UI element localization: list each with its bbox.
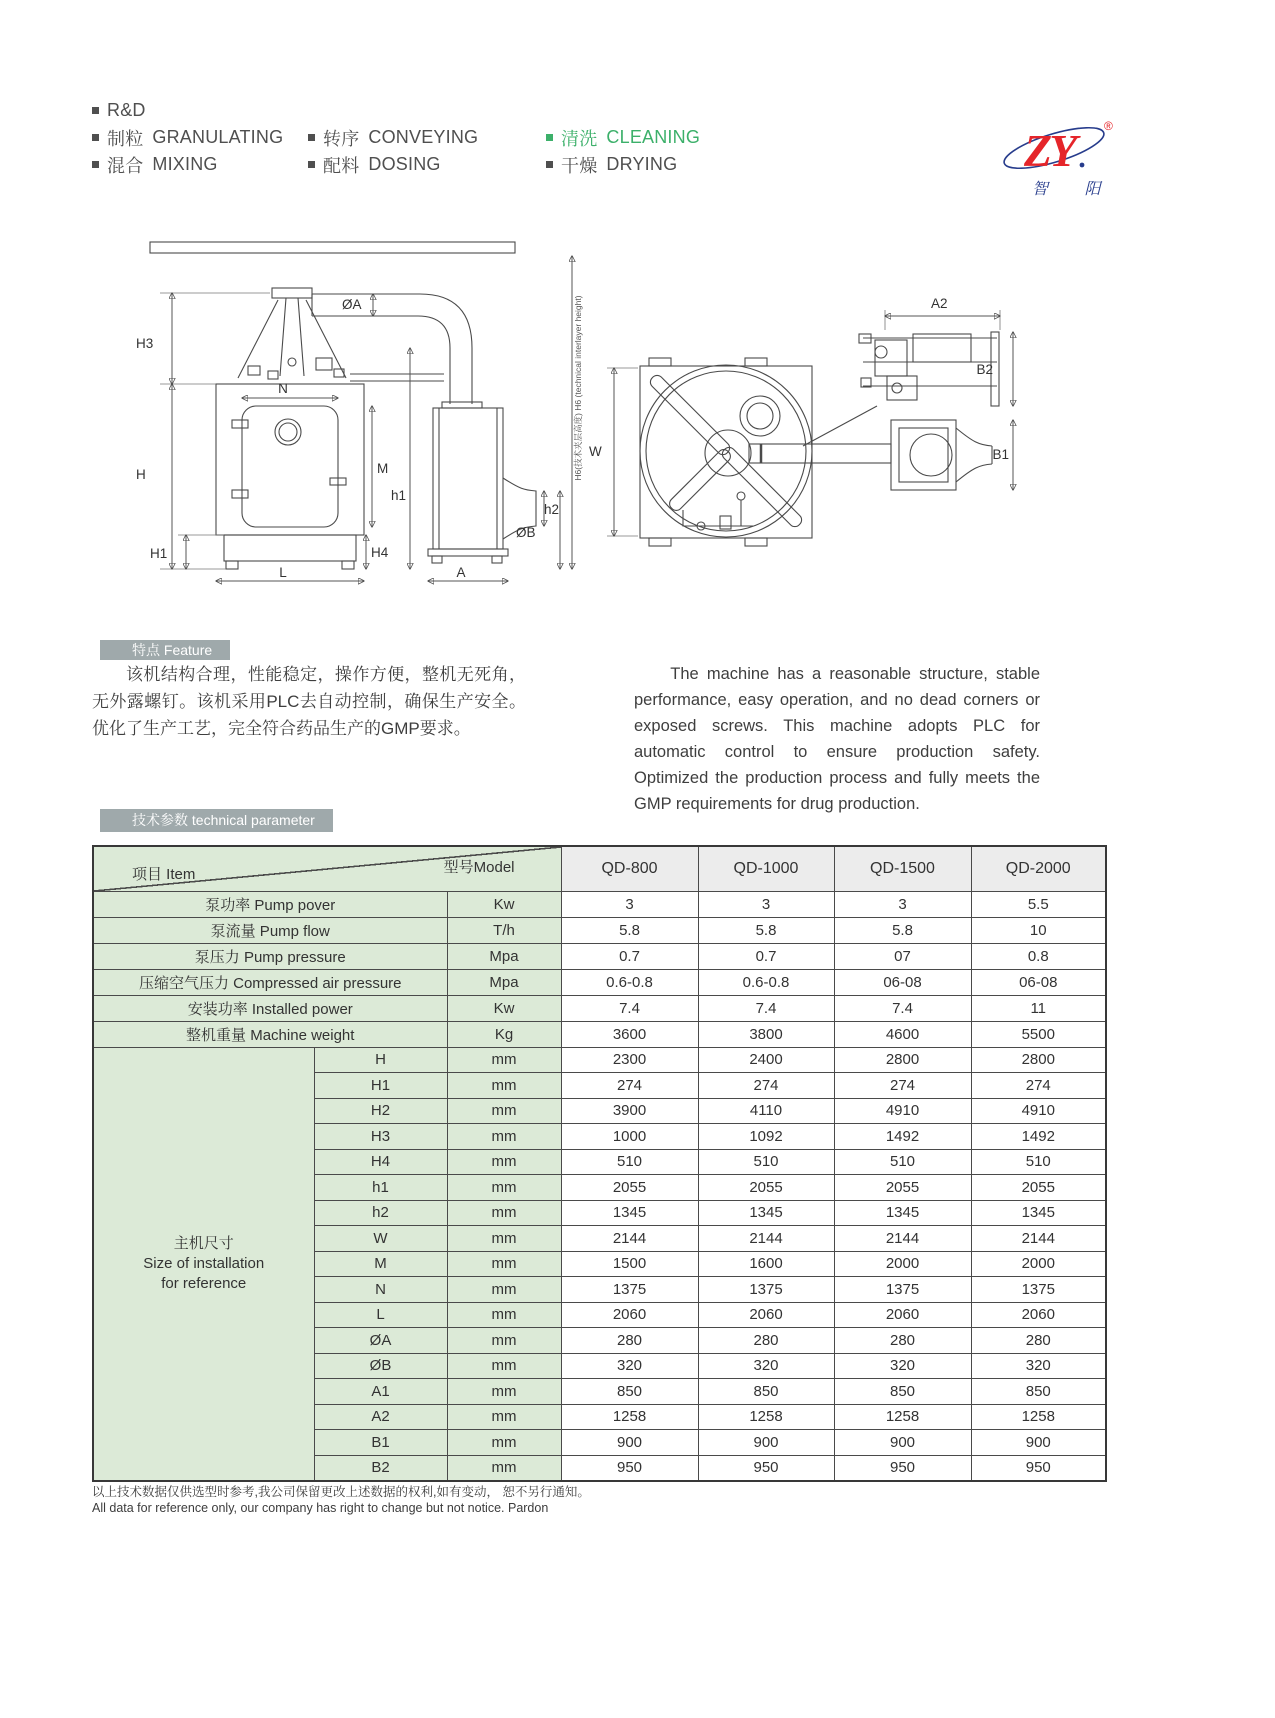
category-item <box>92 124 308 151</box>
category-label-zh: 制粒 <box>107 128 144 149</box>
category-item <box>546 151 700 178</box>
front-view-dimensions <box>136 256 583 581</box>
dimension-unit-cell: mm <box>447 1047 561 1073</box>
model-header-cell: QD-1500 <box>834 846 971 891</box>
dimension-value-cell: 2055 <box>971 1175 1106 1201</box>
category-column <box>308 97 546 178</box>
dim-label-h: H <box>136 467 146 482</box>
top-view-dimensions <box>589 296 1013 536</box>
dimension-unit-cell: mm <box>447 1226 561 1252</box>
machine-top-linework <box>640 332 1001 546</box>
dimension-value-cell: 950 <box>561 1455 698 1481</box>
dimension-value-cell: 2060 <box>834 1302 971 1328</box>
param-value-cell: 0.6-0.8 <box>698 969 834 995</box>
dim-label-h1-base: H1 <box>150 546 168 561</box>
category-item <box>92 97 308 124</box>
dim-label-h3: H3 <box>136 336 154 351</box>
dimension-value-cell: 1092 <box>698 1124 834 1150</box>
dimension-value-cell: 900 <box>834 1430 971 1456</box>
dimension-unit-cell: mm <box>447 1455 561 1481</box>
param-label-cell: 整机重量 Machine weight <box>93 1021 447 1047</box>
dimension-unit-cell: mm <box>447 1404 561 1430</box>
category-label-zh: 转序 <box>323 128 360 149</box>
param-value-cell: 0.6-0.8 <box>561 969 698 995</box>
param-value-cell: 5.8 <box>834 917 971 943</box>
param-value-cell: 0.7 <box>561 943 698 969</box>
category-label-en: DOSING <box>368 154 441 174</box>
category-label-zh: 混合 <box>107 155 144 176</box>
feature-text-english: The machine has a reasonable structure, stable performance, easy operation, and no dead corners or exposed screws. This machine adopts PLC for automatic control to ensure production safety. Optimized the production process and fully meets the GMP requirements for drug production. <box>634 665 1040 813</box>
dimension-value-cell: 2060 <box>698 1302 834 1328</box>
dimension-name-cell: ØA <box>314 1328 447 1354</box>
table-corner-cell <box>93 846 561 891</box>
dimension-value-cell: 1000 <box>561 1124 698 1150</box>
logo-chinese-name: 智 阳 <box>1032 181 1117 198</box>
dimension-value-cell: 850 <box>971 1379 1106 1405</box>
bullet-square-icon <box>546 134 553 141</box>
parameters-table <box>92 845 1107 1482</box>
table-row <box>93 969 1106 995</box>
dim-label-a2: A2 <box>931 296 948 311</box>
dim-label-small-h1: h1 <box>391 488 407 503</box>
dim-label-b2: B2 <box>976 362 993 377</box>
dimension-name-cell: A1 <box>314 1379 447 1405</box>
dim-label-a: A <box>456 565 466 580</box>
param-value-cell: 11 <box>971 995 1106 1021</box>
table-row <box>93 891 1106 917</box>
dimension-value-cell: 4110 <box>698 1098 834 1124</box>
dimension-value-cell: 510 <box>971 1149 1106 1175</box>
dimension-value-cell: 274 <box>834 1073 971 1099</box>
dimension-value-cell: 950 <box>834 1455 971 1481</box>
dimension-value-cell: 1492 <box>834 1124 971 1150</box>
dimension-value-cell: 280 <box>698 1328 834 1354</box>
dim-label-w: W <box>589 444 602 459</box>
dimension-value-cell: 1345 <box>971 1200 1106 1226</box>
pump-unit <box>803 332 1001 446</box>
dimension-value-cell: 2300 <box>561 1047 698 1073</box>
bullet-square-icon <box>92 161 99 168</box>
param-unit-cell: T/h <box>447 917 561 943</box>
dimension-value-cell: 950 <box>971 1455 1106 1481</box>
dimension-unit-cell: mm <box>447 1251 561 1277</box>
category-item <box>308 124 546 151</box>
ceiling-bar <box>150 242 515 253</box>
dimension-value-cell: 2800 <box>971 1047 1106 1073</box>
dimension-group-line: Size of installation <box>143 1254 265 1272</box>
dimension-name-cell: W <box>314 1226 447 1252</box>
category-label-en: CLEANING <box>606 127 701 147</box>
param-value-cell: 7.4 <box>698 995 834 1021</box>
category-label-en: MIXING <box>152 154 218 174</box>
dimension-value-cell: 280 <box>971 1328 1106 1354</box>
dimension-value-cell: 1258 <box>834 1404 971 1430</box>
dimension-group-line: for reference <box>161 1274 247 1292</box>
dimension-name-cell: H3 <box>314 1124 447 1150</box>
category-label-en: GRANULATING <box>152 127 284 147</box>
logo-registered-mark: ® <box>1104 119 1113 133</box>
dimension-unit-cell: mm <box>447 1277 561 1303</box>
dimension-name-cell: B2 <box>314 1455 447 1481</box>
param-unit-cell: Mpa <box>447 969 561 995</box>
dimension-name-cell: ØB <box>314 1353 447 1379</box>
corner-model-label: 型号Model <box>443 859 515 876</box>
dimension-unit-cell: mm <box>447 1353 561 1379</box>
param-value-cell: 06-08 <box>834 969 971 995</box>
param-label-cell: 泵流量 Pump flow <box>93 917 447 943</box>
category-label-en: DRYING <box>606 154 678 174</box>
bullet-square-icon <box>308 161 315 168</box>
category-label-zh: 配料 <box>323 155 360 176</box>
category-item <box>92 151 308 178</box>
dim-label-phi-a: ØA <box>342 297 362 312</box>
dimension-name-cell: B1 <box>314 1430 447 1456</box>
param-value-cell: 07 <box>834 943 971 969</box>
base-frame <box>224 535 356 561</box>
dimension-value-cell: 950 <box>698 1455 834 1481</box>
dimension-value-cell: 900 <box>561 1430 698 1456</box>
parameters-section-header: 技术参数 technical parameter <box>100 809 333 832</box>
dimension-unit-cell: mm <box>447 1124 561 1150</box>
dimension-value-cell: 510 <box>698 1149 834 1175</box>
param-value-cell: 7.4 <box>561 995 698 1021</box>
dim-label-phi-b: ØB <box>516 525 536 540</box>
dimension-unit-cell: mm <box>447 1302 561 1328</box>
category-column <box>92 97 308 178</box>
dimension-value-cell: 1345 <box>561 1200 698 1226</box>
param-value-cell: 10 <box>971 917 1106 943</box>
category-item <box>308 151 546 178</box>
dimension-unit-cell: mm <box>447 1379 561 1405</box>
table-row <box>93 995 1106 1021</box>
footnote-english: All data for reference only, our company has right to change but not notice. Pardon <box>92 1501 549 1515</box>
dimension-value-cell: 2000 <box>834 1251 971 1277</box>
dimension-value-cell: 3900 <box>561 1098 698 1124</box>
dimension-value-cell: 1258 <box>561 1404 698 1430</box>
dimension-value-cell: 2144 <box>561 1226 698 1252</box>
param-value-cell: 3 <box>834 891 971 917</box>
param-unit-cell: Kw <box>447 995 561 1021</box>
dimension-value-cell: 1375 <box>834 1277 971 1303</box>
dimension-value-cell: 274 <box>698 1073 834 1099</box>
param-value-cell: 3800 <box>698 1021 834 1047</box>
dimension-name-cell: N <box>314 1277 447 1303</box>
dimension-name-cell: H4 <box>314 1149 447 1175</box>
param-label-cell: 安装功率 Installed power <box>93 995 447 1021</box>
dimension-value-cell: 1375 <box>561 1277 698 1303</box>
dimension-value-cell: 510 <box>834 1149 971 1175</box>
dimension-value-cell: 900 <box>698 1430 834 1456</box>
dimension-name-cell: A2 <box>314 1404 447 1430</box>
dimension-value-cell: 4910 <box>834 1098 971 1124</box>
footnote-chinese: 以上技术数据仅供选型时参考,我公司保留更改上述数据的权利,如有变动， 恕不另行通知。 <box>92 1485 590 1499</box>
dimension-value-cell: 1500 <box>561 1251 698 1277</box>
param-label-cell: 压缩空气压力 Compressed air pressure <box>93 969 447 995</box>
dimension-value-cell: 274 <box>971 1073 1106 1099</box>
table-row <box>93 1021 1106 1047</box>
filter-unit <box>433 408 503 549</box>
feature-text-chinese: 该机结构合理，性能稳定，操作方便，整机无死角，无外露螺钉。该机采用PLC去自动控制，确保生产安全。优化了生产工艺，完全符合药品生产的GMP要求。 <box>92 665 526 738</box>
category-label-zh: 干燥 <box>561 155 598 176</box>
cabinet <box>216 384 364 535</box>
dimension-name-cell: h2 <box>314 1200 447 1226</box>
param-value-cell: 5.8 <box>698 917 834 943</box>
dimension-value-cell: 2055 <box>698 1175 834 1201</box>
dim-label-small-h2: h2 <box>544 502 560 517</box>
dimension-value-cell: 2060 <box>561 1302 698 1328</box>
dimension-name-cell: M <box>314 1251 447 1277</box>
model-header-cell: QD-1000 <box>698 846 834 891</box>
flange-circle <box>740 396 780 436</box>
cabinet-door <box>242 406 338 527</box>
logo-monogram: ZY <box>1024 125 1075 176</box>
dim-label-h4: H4 <box>371 545 389 560</box>
dim-note-h6-rotated: H6(技术夹层高度) H6 (technical interlayer height) <box>573 295 583 481</box>
dimension-value-cell: 1375 <box>698 1277 834 1303</box>
param-value-cell: 5.8 <box>561 917 698 943</box>
dimension-value-cell: 2055 <box>561 1175 698 1201</box>
dimension-group-cell <box>93 1047 314 1481</box>
param-value-cell: 06-08 <box>971 969 1106 995</box>
dimension-name-cell: H1 <box>314 1073 447 1099</box>
machine-front-linework <box>150 242 536 569</box>
zy-logo-icon <box>998 108 1122 204</box>
dimension-unit-cell: mm <box>447 1149 561 1175</box>
dimension-value-cell: 850 <box>834 1379 971 1405</box>
dimension-value-cell: 1345 <box>834 1200 971 1226</box>
dimension-value-cell: 850 <box>698 1379 834 1405</box>
table-header-row <box>93 846 1106 891</box>
dimension-value-cell: 1345 <box>698 1200 834 1226</box>
dimension-value-cell: 2144 <box>698 1226 834 1252</box>
dimension-unit-cell: mm <box>447 1175 561 1201</box>
dimension-name-cell: h1 <box>314 1175 447 1201</box>
dimension-unit-cell: mm <box>447 1073 561 1099</box>
dimension-value-cell: 4910 <box>971 1098 1106 1124</box>
param-label-cell: 泵压力 Pump pressure <box>93 943 447 969</box>
dimension-value-cell: 274 <box>561 1073 698 1099</box>
feature-section-header: 特点 Feature <box>100 640 230 660</box>
param-unit-cell: Kg <box>447 1021 561 1047</box>
category-label-en: R&D <box>107 100 146 120</box>
table-row <box>93 1047 1106 1073</box>
dimension-name-cell: H <box>314 1047 447 1073</box>
corner-item-label: 项目 Item <box>132 865 196 883</box>
dimension-unit-cell: mm <box>447 1328 561 1354</box>
dimension-value-cell: 1258 <box>698 1404 834 1430</box>
front-view-drawing <box>120 236 590 596</box>
dimension-value-cell: 280 <box>561 1328 698 1354</box>
dimension-value-cell: 1258 <box>971 1404 1106 1430</box>
param-value-cell: 0.7 <box>698 943 834 969</box>
dimension-name-cell: L <box>314 1302 447 1328</box>
dimension-unit-cell: mm <box>447 1098 561 1124</box>
dim-label-l: L <box>279 565 287 580</box>
bullet-square-icon <box>308 134 315 141</box>
table-row <box>93 917 1106 943</box>
center-hub <box>705 430 751 476</box>
dimension-name-cell: H2 <box>314 1098 447 1124</box>
discharge-pipe <box>749 444 891 463</box>
dimension-value-cell: 2055 <box>834 1175 971 1201</box>
param-value-cell: 0.8 <box>971 943 1106 969</box>
dimension-value-cell: 2144 <box>971 1226 1106 1252</box>
model-header-cell: QD-2000 <box>971 846 1106 891</box>
dimension-value-cell: 1375 <box>971 1277 1106 1303</box>
dimension-value-cell: 320 <box>561 1353 698 1379</box>
dimension-unit-cell: mm <box>447 1200 561 1226</box>
param-value-cell: 3 <box>698 891 834 917</box>
param-value-cell: 3600 <box>561 1021 698 1047</box>
bullet-square-icon <box>546 161 553 168</box>
category-label-zh: 清洗 <box>561 128 598 149</box>
dimension-value-cell: 510 <box>561 1149 698 1175</box>
param-label-cell: 泵功率 Pump pover <box>93 891 447 917</box>
bullet-square-icon <box>92 107 99 114</box>
bullet-square-icon <box>92 134 99 141</box>
top-view-drawing <box>545 258 1105 558</box>
dimension-value-cell: 280 <box>834 1328 971 1354</box>
param-value-cell: 3 <box>561 891 698 917</box>
category-column <box>546 97 700 178</box>
vessel-circle <box>640 365 812 537</box>
dimension-value-cell: 320 <box>834 1353 971 1379</box>
dimension-value-cell: 2144 <box>834 1226 971 1252</box>
dimension-value-cell: 320 <box>698 1353 834 1379</box>
param-value-cell: 5.5 <box>971 891 1106 917</box>
dimension-value-cell: 1492 <box>971 1124 1106 1150</box>
dim-label-m: M <box>377 461 389 476</box>
dim-label-b1: B1 <box>992 447 1009 462</box>
dimension-value-cell: 320 <box>971 1353 1106 1379</box>
model-header-cell: QD-800 <box>561 846 698 891</box>
dimension-value-cell: 850 <box>561 1379 698 1405</box>
category-item <box>546 124 700 151</box>
logo-orbit-dot <box>1080 163 1085 168</box>
param-unit-cell: Kw <box>447 891 561 917</box>
param-unit-cell: Mpa <box>447 943 561 969</box>
dimension-group-line: 主机尺寸 <box>173 1234 234 1252</box>
param-value-cell: 5500 <box>971 1021 1106 1047</box>
dimension-value-cell: 2060 <box>971 1302 1106 1328</box>
table-row <box>93 943 1106 969</box>
dim-label-n: N <box>278 381 288 396</box>
category-label-en: CONVEYING <box>368 127 479 147</box>
dimension-value-cell: 1600 <box>698 1251 834 1277</box>
brand-logo <box>998 108 1122 204</box>
dimension-value-cell: 900 <box>971 1430 1106 1456</box>
dimension-value-cell: 2400 <box>698 1047 834 1073</box>
dimension-unit-cell: mm <box>447 1430 561 1456</box>
param-value-cell: 4600 <box>834 1021 971 1047</box>
param-value-cell: 7.4 <box>834 995 971 1021</box>
category-list <box>92 97 700 178</box>
outlet-box <box>891 420 956 490</box>
dimension-value-cell: 2800 <box>834 1047 971 1073</box>
dimension-value-cell: 2000 <box>971 1251 1106 1277</box>
